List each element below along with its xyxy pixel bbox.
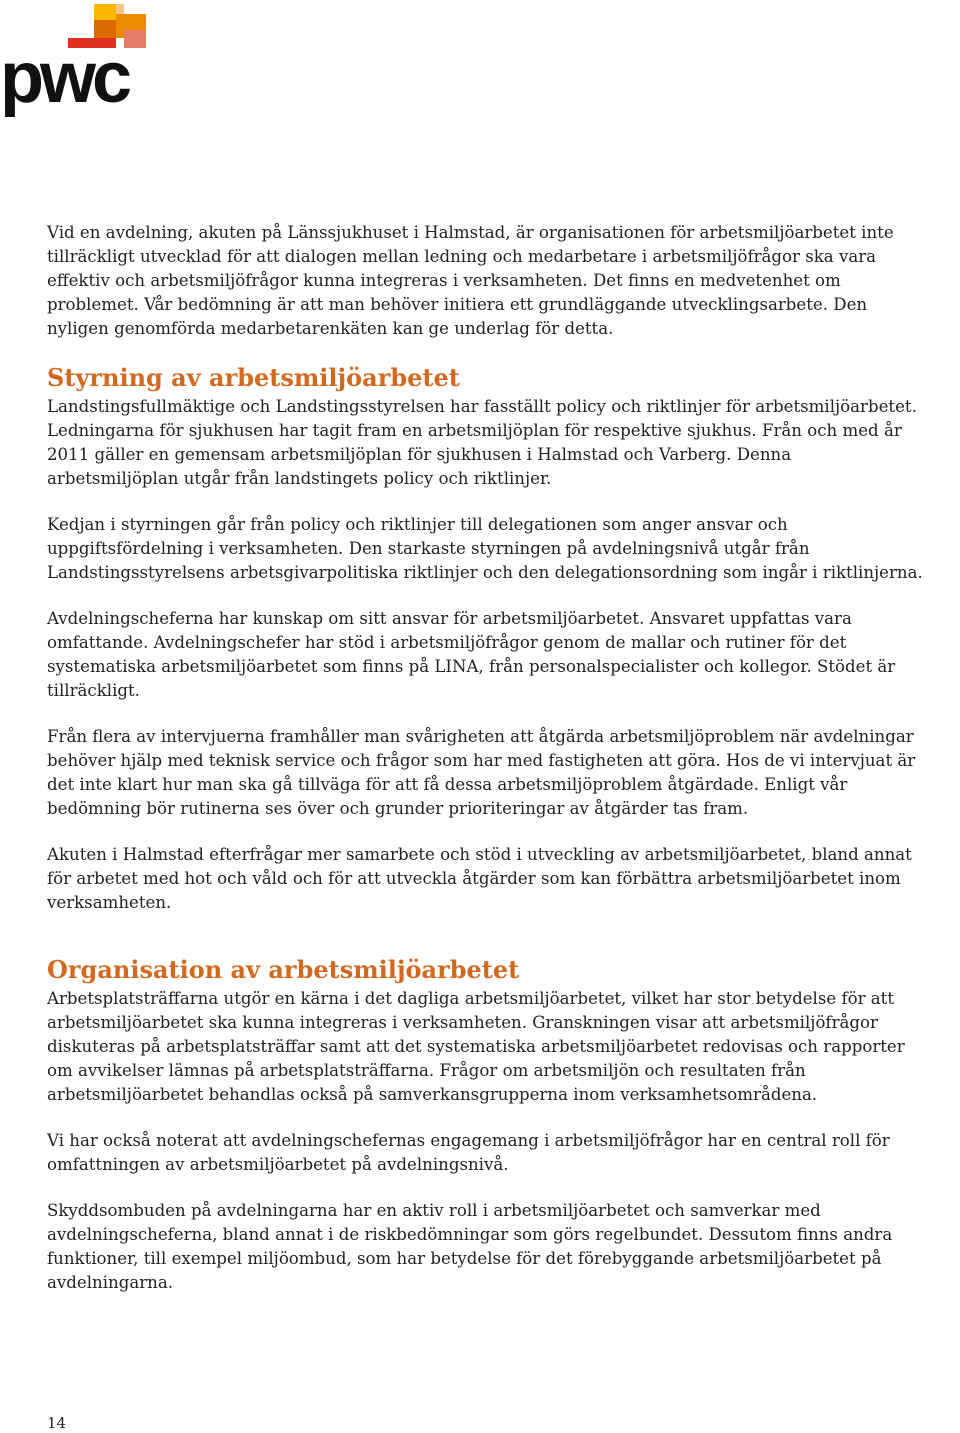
document-body [47, 221, 927, 1317]
section-heading-organisation: Organisation av arbetsmiljöarbetet [47, 955, 520, 984]
pwc-logo [0, 0, 160, 120]
paragraph: Skyddsombuden på avdelningarna har en aktiv roll i arbetsmiljöarbetet och samverkar med avdelningscheferna, bland annat i de riskbedömningar som görs regelbundet. Dessutom finns andra funktioner, till exempel miljöombud, som har betydelse för det förebyggande arbetsmiljöarbetet på avdelningarna. [47, 1201, 893, 1292]
paragraph: Avdelningscheferna har kunskap om sitt ansvar för arbetsmiljöarbetet. Ansvaret uppfattas vara omfattande. Avdelningschefer har stöd i arbetsmiljöfrågor genom de mallar och rutiner för det systematiska arbetsmiljöarbetet som finns på LINA, från personalspecialister och kollegor. Stödet är tillräckligt. [47, 609, 896, 700]
logo-block-yellow [94, 4, 116, 20]
paragraph: Akuten i Halmstad efterfrågar mer samarbete och stöd i utveckling av arbetsmiljöarbetet, bland annat för arbetet med hot och våld och för att utveckla åtgärder som kan förbättra arbetsmiljöarbetet inom verksamheten. [47, 845, 912, 912]
paragraph: Kedjan i styrningen går från policy och riktlinjer till delegationen som anger ansvar och uppgiftsfördelning i verksamheten. Den starkaste styrningen på avdelningsnivå utgår från Landstingsstyrelsens arbetsgivarpolitiska riktlinjer och den delegationsordning som ingår i riktlinjerna. [47, 515, 923, 582]
page-number: 14 [47, 1414, 67, 1432]
logo-wordmark: pwc [0, 38, 129, 118]
paragraph: Landstingsfullmäktige och Landstingsstyrelsen har fasställt policy och riktlinjer för arbetsmiljöarbetet. Ledningarna för sjukhusen har tagit fram en arbetsmiljöplan för respektive sjukhus. Från och med år 2011 gäller en gemensam arbetsmiljöplan för sjukhusen i Halmstad och Varberg. Denna arbetsmiljöplan utgår från landstingets policy och riktlinjer. [47, 397, 917, 488]
paragraph: Från flera av intervjuerna framhåller man svårigheten att åtgärda arbetsmiljöproblem när avdelningar behöver hjälp med teknisk service och frågor som har med fastigheten att göra. Hos de vi intervjuat är det inte klart hur man ska gå tillväga för att få dessa arbetsmiljöproblem åtgärdade. Enligt vår bedömning bör rutinerna ses över och grunder prioriteringar av åtgärder tas fram. [47, 727, 916, 818]
section-heading-styrning: Styrning av arbetsmiljöarbetet [47, 363, 460, 392]
paragraph: Vi har också noterat att avdelningschefernas engagemang i arbetsmiljöfrågor har en central roll för omfattningen av arbetsmiljöarbetet på avdelningsnivå. [47, 1131, 890, 1174]
intro-paragraph: Vid en avdelning, akuten på Länssjukhuset i Halmstad, är organisationen för arbetsmiljöarbetet inte tillräckligt utvecklad för att dialogen mellan ledning och medarbetare i arbetsmiljöfrågor ska vara effektiv och arbetsmiljöfrågor kunna integreras i verksamheten. Det finns en medvetenhet om problemet. Vår bedömning är att man behöver initiera ett grundläggande utvecklingsarbete. Den nyligen genomförda medarbetarenkäten kan ge underlag för detta. [47, 223, 894, 338]
paragraph: Arbetsplatsträffarna utgör en kärna i det dagliga arbetsmiljöarbetet, vilket har stor betydelse för att arbetsmiljöarbetet ska kunna integreras i verksamheten. Granskningen visar att arbetsmiljöfrågor diskuteras på arbetsplatsträffar samt att det systematiska arbetsmiljöarbetet redovisas och rapporter om avvikelser lämnas på arbetsplatsträffarna. Frågor om arbetsmiljön och resultaten från arbetsmiljöarbetet behandlas också på samverkansgrupperna inom verksamhetsområdena. [47, 989, 905, 1104]
